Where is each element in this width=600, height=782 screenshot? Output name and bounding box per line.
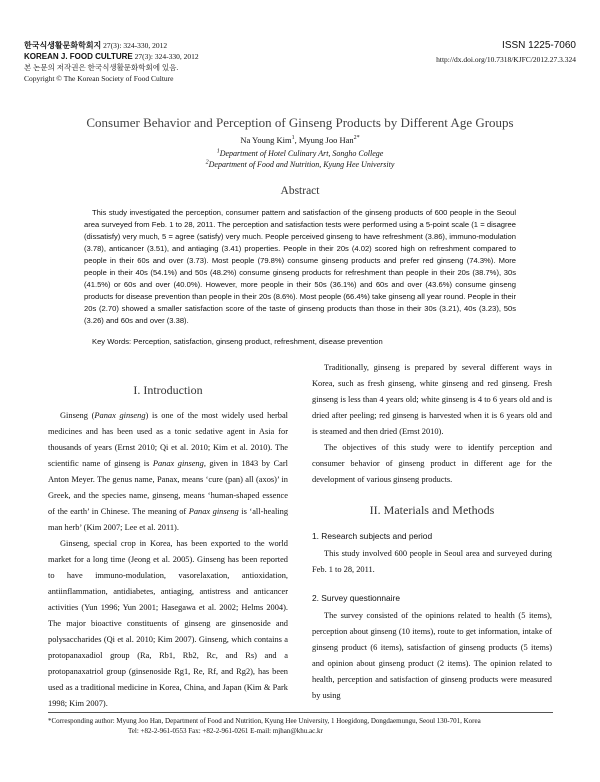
affiliation xyxy=(0,159,600,170)
intro-paragraph: Ginseng (Panax ginseng) is one of the most widely used herbal medicines and has been used as a tonic sedative agent in Asia for thousands of years (Ernst 2010; Qi et al. 2010; Kim et al. 2010). The scientific name of ginseng is Panax ginseng, given in 1843 by Carl Anton Meyer. The genus name, Panax, means ‘cure (pan) all (axos)’ in Greek, and the species name, ginseng, means ‘human-shaped essence of the earth’ in Chinese. The meaning of Panax ginseng is ‘all-healing man herb’ (Kim 2007; Lee et al. 2011). xyxy=(48,411,289,532)
footnote-line: *Corresponding author: Myung Joo Han, Department of Food and Nutrition, Kyung Hee University, 1 Hoegidong, Dongdaemungu, Seoul 130-701, Korea xyxy=(48,717,481,725)
doi-link[interactable]: http://dx.doi.org/10.7318/KJFC/2012.27.3.324 xyxy=(436,55,576,64)
journal-header xyxy=(24,40,354,84)
methods-paragraph: This study involved 600 people in Seoul area and surveyed during Feb. 1 to 28, 2011. xyxy=(312,549,552,574)
affiliation-text: Department of Food and Nutrition, Kyung Hee University xyxy=(208,160,395,169)
affiliations xyxy=(0,148,600,170)
species-name: Panax ginseng xyxy=(188,507,239,516)
affiliation xyxy=(0,148,600,159)
journal-korean-line xyxy=(24,40,354,51)
footnote-divider xyxy=(48,712,553,713)
issue-english: 27(3): 324-330, 2012 xyxy=(134,52,199,61)
author-affil-mark: 1 xyxy=(291,135,295,142)
section-heading-introduction: I. Introduction xyxy=(133,383,203,397)
abstract-heading: Abstract xyxy=(280,185,320,197)
author-separator: , xyxy=(294,135,299,145)
corresponding-author-footnote xyxy=(48,716,568,736)
species-name: Panax ginseng xyxy=(152,459,204,468)
subsection-heading: 2. Survey questionnaire xyxy=(312,593,400,603)
keywords-list: Perception, satisfaction, ginseng product, refreshment, disease prevention xyxy=(133,337,383,346)
intro-paragraph: The objectives of this study were to identify perception and consumer behavior of ginseng product in different age for the development of various ginseng products. xyxy=(312,443,552,484)
issn: ISSN 1225-7060 xyxy=(502,40,576,51)
author-affil-mark: 2* xyxy=(353,135,360,142)
subsection-heading: 1. Research subjects and period xyxy=(312,531,433,541)
journal-ids xyxy=(436,40,576,64)
affil-mark: 1 xyxy=(216,148,220,155)
keywords xyxy=(92,337,522,346)
paper-title: Consumer Behavior and Perception of Ginseng Products by Different Age Groups xyxy=(86,115,514,130)
contact-line: Tel: +82-2-961-0553 Fax: +82-2-961-0261 E-mail: mjhan@khu.ac.kr xyxy=(128,727,323,735)
author-name: Na Young Kim xyxy=(240,135,292,145)
affiliation-text: Department of Hotel Culinary Art, Songho College xyxy=(219,149,384,158)
keywords-label: Key Words: xyxy=(92,337,132,346)
methods-paragraph: The survey consisted of the opinions related to health (5 items), perception about ginseng (10 items), route to get information, intake of ginseng product (6 items), satisfaction of ginseng products (5 items) and opinion about ginseng product (2 items). The opinion related to health, perception and satisfaction of ginseng products were measured by using xyxy=(312,611,552,700)
copyright-notice: 본 논문의 저작권은 한국식생활문화학회에 있음. xyxy=(24,63,179,72)
left-column xyxy=(48,378,288,712)
author-name: Myung Joo Han xyxy=(298,135,354,145)
issue-korean: 27(3): 324-330, 2012 xyxy=(103,41,168,50)
journal-name-english: KOREAN J. FOOD CULTURE xyxy=(24,52,133,61)
section-heading-methods: II. Materials and Methods xyxy=(369,503,495,517)
affil-mark: 2 xyxy=(205,159,209,166)
copyright-line: Copyright © The Korean Society of Food Culture xyxy=(24,74,174,83)
author-list xyxy=(0,135,600,145)
intro-paragraph: Traditionally, ginseng is prepared by several different ways in Korea, such as fresh ginseng, white ginseng and red ginseng. Fresh ginseng is less than 4 years old; white ginseng is 4 to 6 years old and is dried after peeling; red ginseng is harvested when it is 6 years old and is steamed and then dried (Ernst 2010). xyxy=(312,363,552,436)
journal-english-line xyxy=(24,51,354,62)
intro-paragraph: Ginseng, special crop in Korea, has been exported to the world market for a long time (Jeong et al. 2005). Ginseng has been reported to have immuno-modulation, vasorelaxation, antioxidation, antiinflammation, antidiabetes, antiaging, antistress and anticancer activities (Yun 1996; Yun 2001; Hasegawa et al. 2002; Helms 2004). The major bioactive constituents of ginseng are ginsenoside and polysaccharides (Qi et al. 2010; Kim 2007). Ginseng, which contains a protopanaxadiol group (Ra, Rb1, Rb2, Rc, and Rs) and a protopanaxatriol group (ginsenoside Rg1, Re, Rf, and Rg2), has been used as a traditional medicine in Korea, China, and Japan (Kim & Park 1998; Kim 2007). xyxy=(48,539,288,708)
species-name: Panax ginseng xyxy=(94,411,146,420)
abstract-text: This study investigated the perception, consumer pattern and satisfaction of the ginseng products of 600 people in the Seoul area surveyed from Feb. 1 to 28, 2011. The perception and satisfaction tests were performed using a 5-point scale (1 = disagree (dissatisfy) very much, 5 = agree (satisfy) very much. People perceived ginseng to have refreshment (3.86), immuno-modulation (3.78), anticancer (3.51), and antiaging (3.41) properties. People in their 20s (4.02) scored high on refreshment compared to people in their 60s and over (3.73). Most people (79.8%) consume ginseng products and prefer red ginseng (74.3%). More people in their 40s (54.1%) and 50s (48.2%) consume ginseng products for refreshment than people in their 20s (38.7%), 30s (41.5%) or 60s and over (40.0%). However, more people in their 50s (36.1%) and 60s and over (43.6%) consume ginseng products for disease prevention than people in their 20s (8.6%). Most people (66.4%) take ginseng all year round. People in their 20s (2.70) showed a smaller satisfaction score of the taste of ginseng products than those in their 30s (3.21), 40s (3.23), 50s (3.26) and 60s and over (3.38). xyxy=(84,208,516,325)
journal-name-korean: 한국식생활문화학회지 xyxy=(24,41,102,50)
right-column xyxy=(312,360,552,704)
